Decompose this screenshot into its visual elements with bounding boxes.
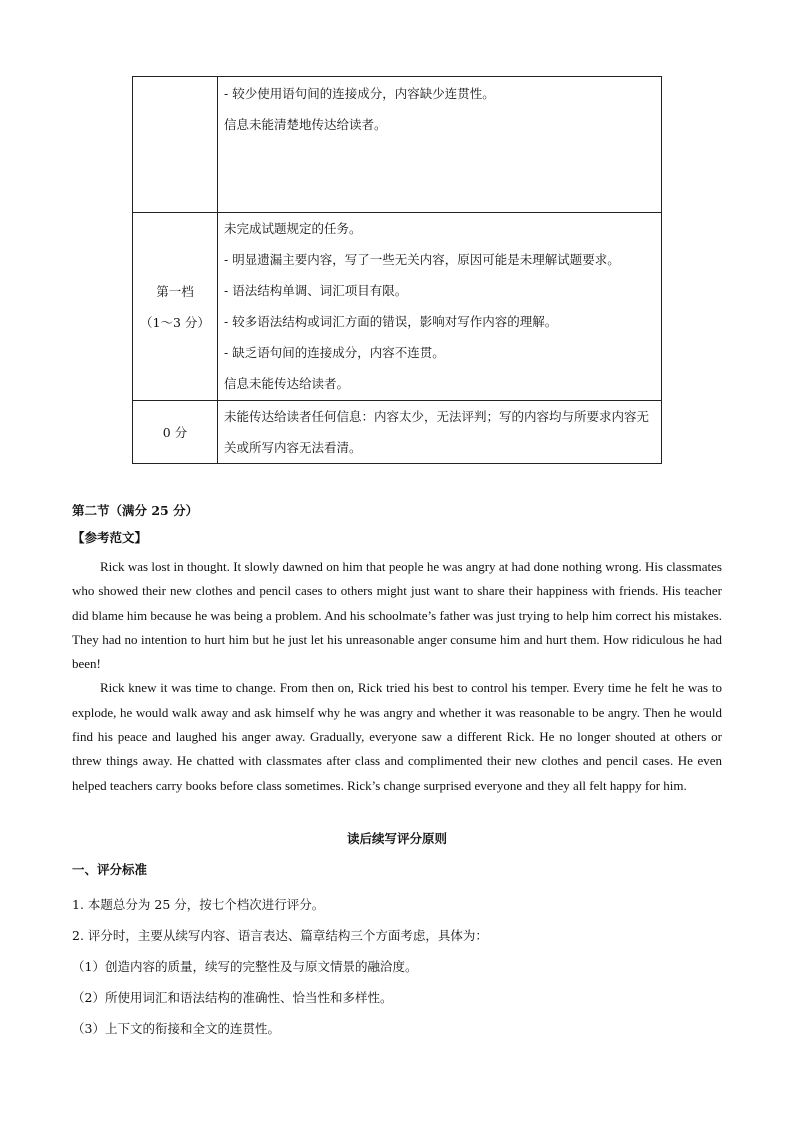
description-cell <box>218 401 662 464</box>
criterion-line: 信息未能清楚地传达给读者。 <box>224 117 387 132</box>
level-label: 0 分 <box>162 424 188 440</box>
criterion-line: 未完成试题规定的任务。 <box>224 221 362 236</box>
criterion-line: 信息未能传达给读者。 <box>224 376 350 391</box>
table-row <box>133 77 662 213</box>
table-row <box>133 213 662 401</box>
essay-paragraph: Rick was lost in thought. It slowly dawned on him that people he was angry at had done nothing wrong. His classmates who showed their new clothes and pencil cases to others might just want to share their happiness with friends. His teacher did blame him because he was being a problem. And his schoolmate’s father was just trying to help him correct his mistakes. They had no intention to hurt him but he just let his unreasonable anger consume him and hurt them. How ridiculous he had been! <box>72 559 722 672</box>
level-score-range: （1～3 分） <box>140 314 210 330</box>
grading-table <box>132 76 662 464</box>
description-cell <box>218 213 662 401</box>
level-cell <box>133 401 218 464</box>
reference-essay <box>72 555 722 798</box>
description-cell <box>218 77 662 213</box>
standard-list <box>72 889 732 1044</box>
list-item: （3）上下文的衔接和全文的连贯性。 <box>72 1021 280 1036</box>
level-cell <box>133 77 218 213</box>
list-item: （1）创造内容的质量，续写的完整性及与原文情景的融洽度。 <box>72 959 418 974</box>
standard-heading: 一、评分标准 <box>72 862 148 877</box>
level-cell <box>133 213 218 401</box>
list-item: 2. 评分时，主要从续写内容、语言表达、篇章结构三个方面考虑，具体为： <box>72 928 488 943</box>
criterion-line: - 明显遗漏主要内容，写了一些无关内容，原因可能是未理解试题要求。 <box>224 252 620 267</box>
criterion-line: - 较少使用语句间的连接成分，内容缺少连贯性。 <box>224 86 495 101</box>
list-item: 1. 本题总分为 25 分，按七个档次进行评分。 <box>72 897 325 912</box>
rubric-title: 读后续写评分原则 <box>346 831 447 846</box>
criterion-line: 未能传达给读者任何信息：内容太少，无法评判；写的内容均与所要求内容无关或所写内容无法看清。 <box>224 409 650 455</box>
table-row <box>133 401 662 464</box>
level-label: 第一档 <box>156 283 194 299</box>
section-heading: 第二节（满分 25 分） <box>72 503 199 518</box>
reference-essay-title: 【参考范文】 <box>72 530 148 545</box>
criterion-line: - 语法结构单调、词汇项目有限。 <box>224 283 408 298</box>
criterion-line: - 缺乏语句间的连接成分，内容不连贯。 <box>224 345 445 360</box>
list-item: （2）所使用词汇和语法结构的准确性、恰当性和多样性。 <box>72 990 393 1005</box>
essay-paragraph: Rick knew it was time to change. From then on, Rick tried his best to control his temper. Every time he felt he was to explode, he would walk away and ask himself why he was angry and whether it was reasonable to be angry. Then he would find his peace and laughed his anger away. Gradually, everyone saw a different Rick. He no longer shouted at others or threw things away. He chatted with classmates after class and complimented their new clothes and pencil cases. He even helped teachers carry books before class sometimes. Rick’s change surprised everyone and they all felt happy for him. <box>72 680 722 793</box>
criterion-line: - 较多语法结构或词汇方面的错误，影响对写作内容的理解。 <box>224 314 558 329</box>
